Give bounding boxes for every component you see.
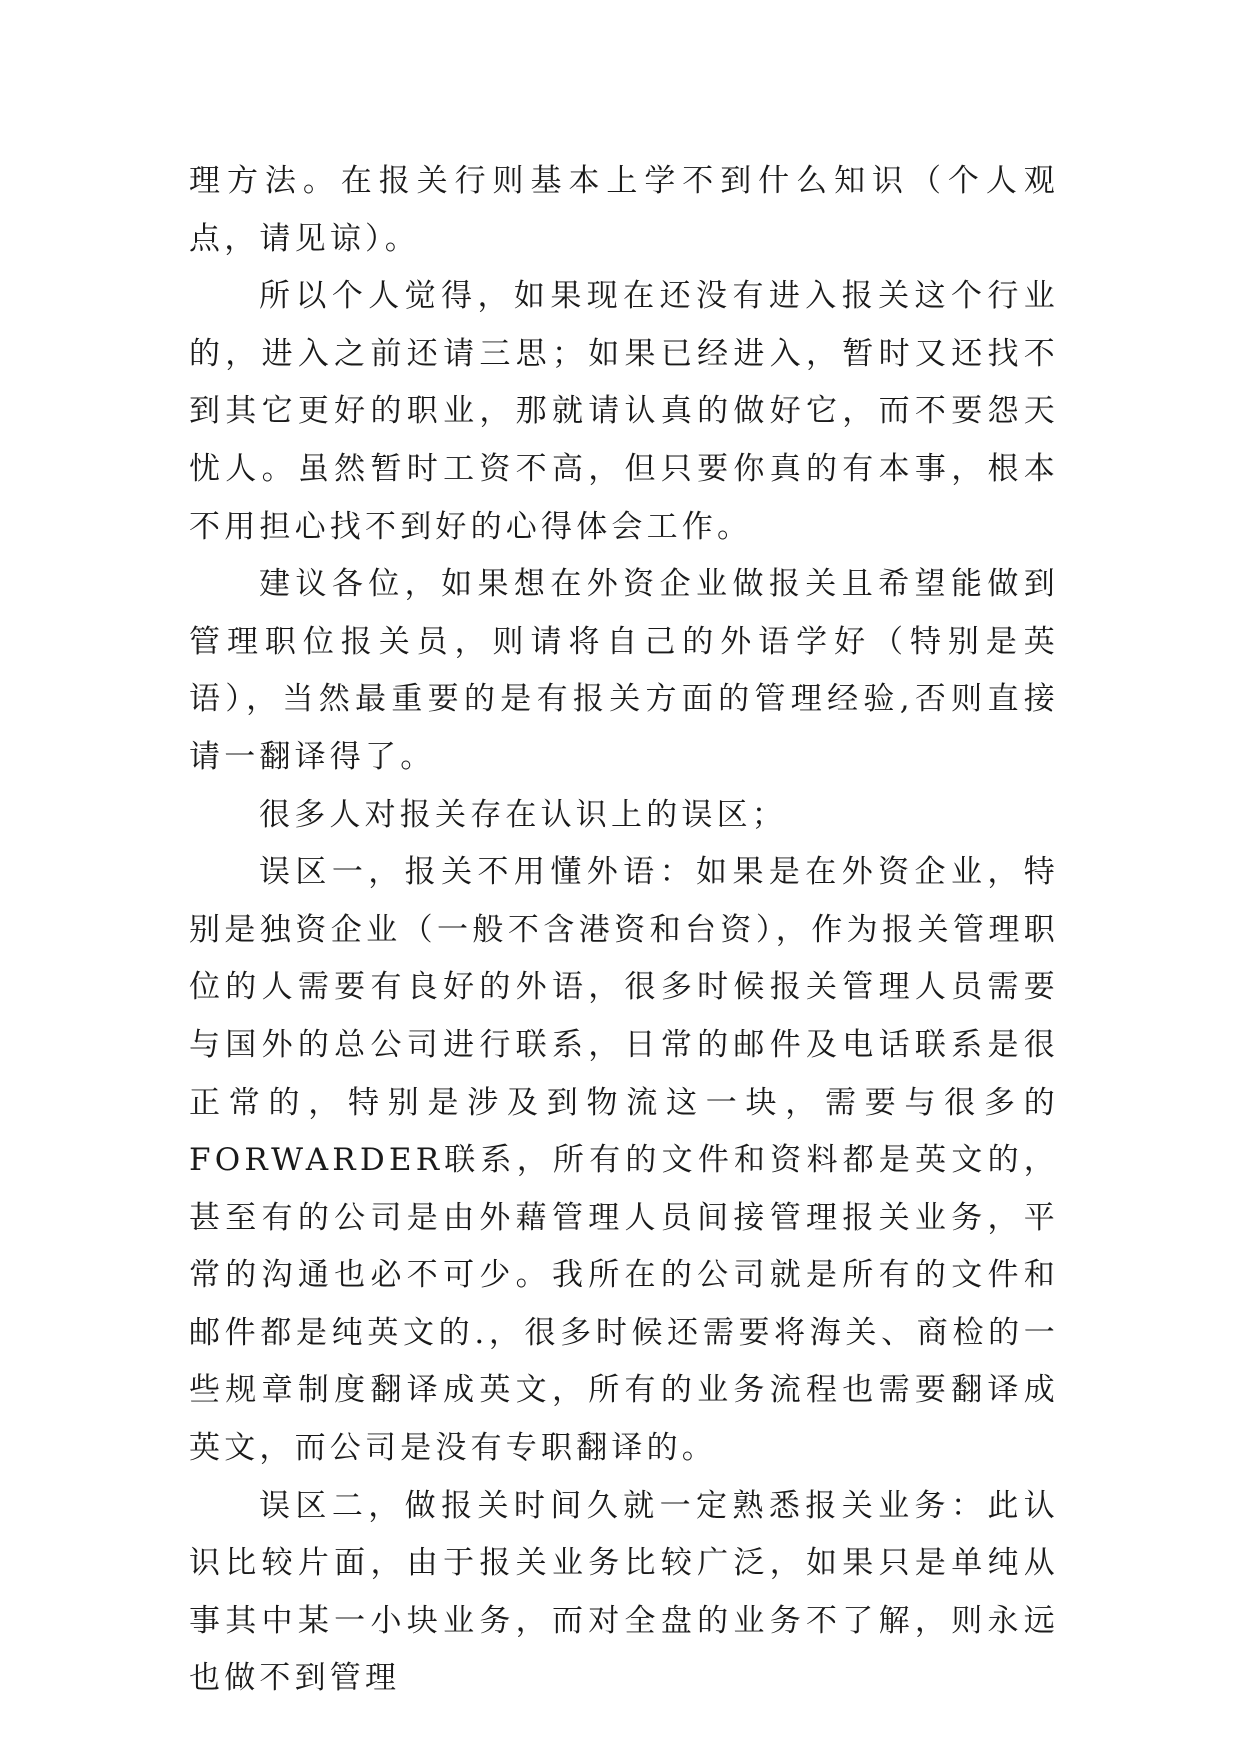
paragraph-6: 误区二，做报关时间久就一定熟悉报关业务：此认识比较片面，由于报关业务比较广泛，如果只是单纯从事其中某一小块业务，而对全盘的业务不了解，则永远也做不到管理 [189,1487,1059,1697]
paragraph-5: 误区一，报关不用懂外语：如果是在外资企业，特别是独资企业（一般不含港资和台资），作为报关管理职位的人需要有良好的外语，很多时候报关管理人员需要与国外的总公司进行联系，日常的邮件及电话联系是很正常的，特别是涉及到物流这一块，需要与很多的FORWARDER联系，所有的文件和资料都是英文的，甚至有的公司是由外藉管理人员间接管理报关业务，平常的沟通也必不可少。我所在的公司就是所有的文件和邮件都是纯英文的.，很多时候还需要将海关、商检的一些规章制度翻译成英文，所有的业务流程也需要翻译成英文，而公司是没有专职翻译的。 [189,854,1059,1467]
document-body [189,153,1059,1708]
paragraph-4: 很多人对报关存在认识上的误区； [259,796,787,833]
paragraph-1: 理方法。在报关行则基本上学不到什么知识（个人观点，请见谅）。 [189,163,1059,257]
paragraph-3: 建议各位，如果想在外资企业做报关且希望能做到管理职位报关员，则请将自己的外语学好（特别是英语），当然最重要的是有报关方面的管理经验,否则直接请一翻译得了。 [189,566,1059,775]
paragraph-2: 所以个人觉得，如果现在还没有进入报关这个行业的，进入之前还请三思；如果已经进入，暂时又还找不到其它更好的职业，那就请认真的做好它，而不要怨天忧人。虽然暂时工资不高，但只要你真的有本事，根本不用担心找不到好的心得体会工作。 [189,278,1059,545]
